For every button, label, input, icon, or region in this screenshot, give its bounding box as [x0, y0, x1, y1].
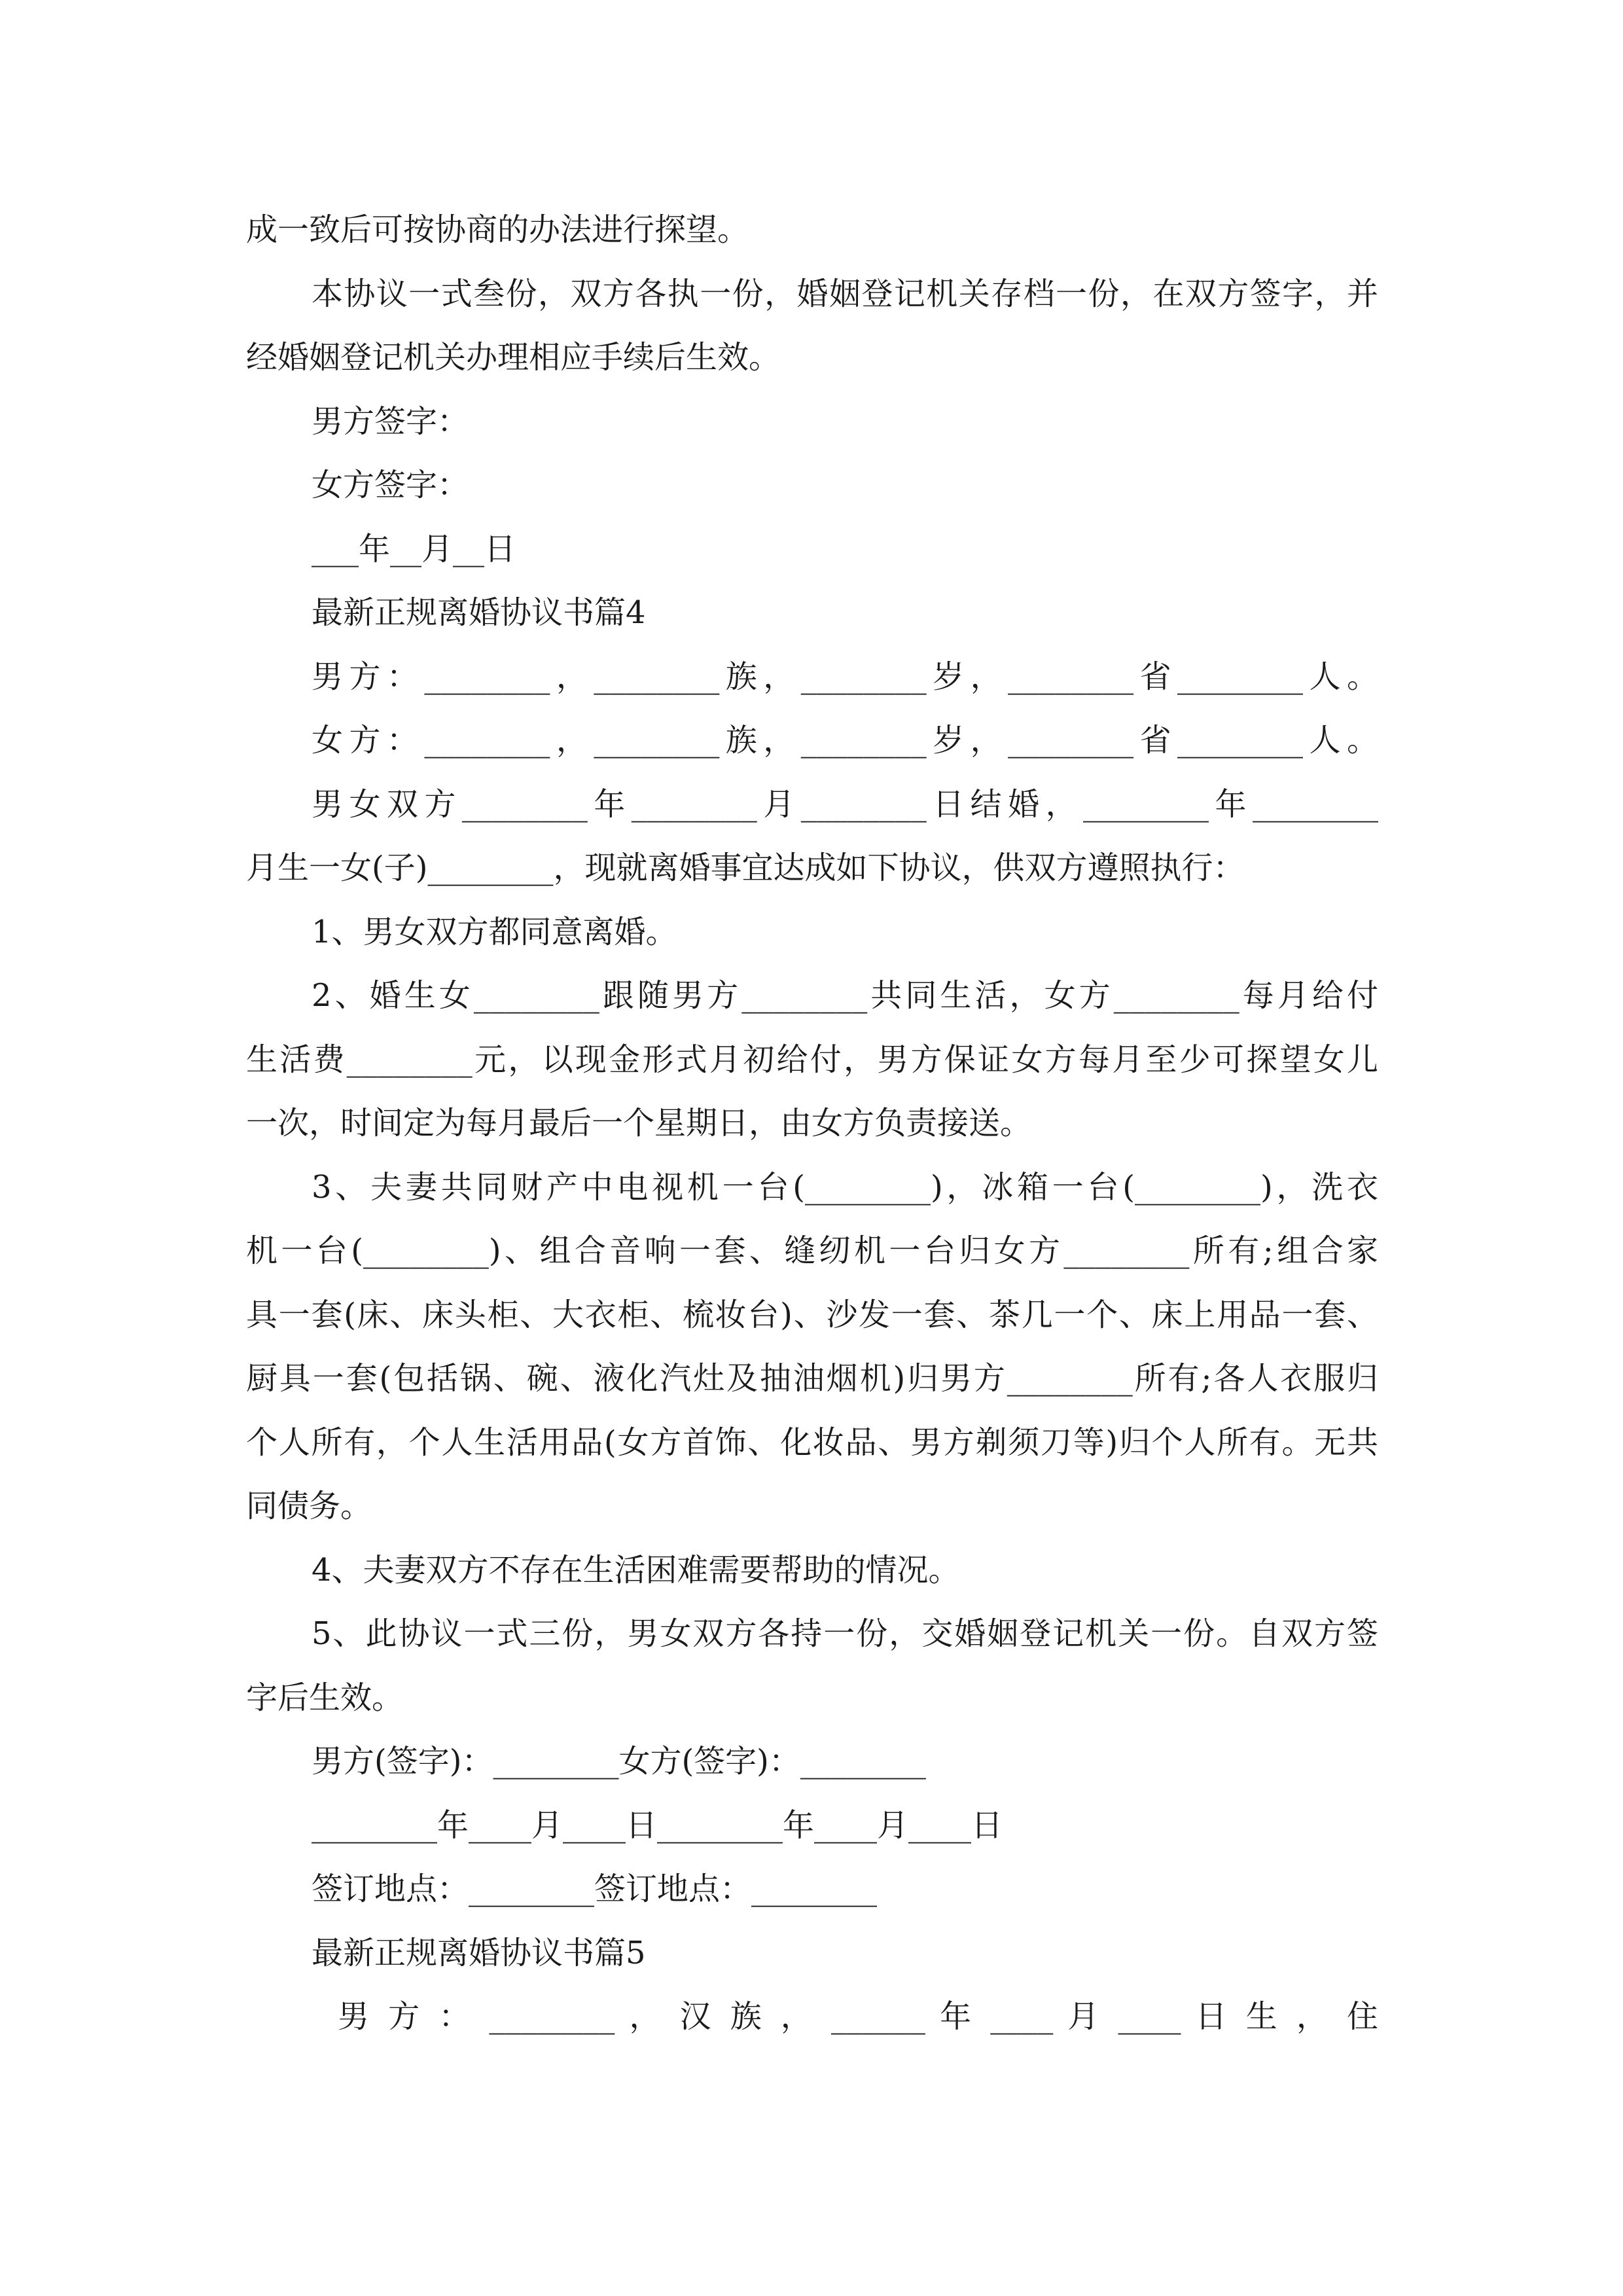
clause-item: 4、夫妻双方不存在生活困难需要帮助的情况。	[312, 1551, 960, 1588]
text-line: 字后生效。	[246, 1679, 404, 1716]
date-line: ___年__月__日	[312, 530, 516, 567]
document-page	[246, 198, 1378, 2049]
text-line: 一次，时间定为每月最后一个星期日，由女方负责接送。	[246, 1105, 1032, 1141]
signature-line: 男方(签字)：________女方(签字)：________	[312, 1743, 926, 1780]
text-line: 个人所有，个人生活用品(女方首饰、化妆品、男方剃须刀等)归个人所有。无共	[246, 1424, 1378, 1461]
text-line: 具一套(床、床头柜、大衣柜、梳妆台)、沙发一套、茶几一个、床上用品一套、	[246, 1296, 1378, 1333]
signing-place-line: 签订地点：________签订地点：________	[312, 1871, 878, 1907]
clause-item: 3、夫妻共同财产中电视机一台(________)，冰箱一台(________)，洗衣	[312, 1168, 1378, 1206]
section-heading: 最新正规离婚协议书篇4	[312, 594, 646, 631]
clause-item: 1、男女双方都同意离婚。	[312, 913, 677, 950]
text-line: 经婚姻登记机关办理相应手续后生效。	[246, 339, 781, 376]
text-line: 男女双方________年________月________日结婚，________年________	[312, 785, 1378, 823]
male-signature-label: 男方签字：	[312, 403, 469, 440]
text-line: 男 方 ： ________ ， 汉 族 ， ______ 年 ____ 月 ____ 日 生 ， 住	[338, 1998, 1378, 2035]
text-line: 男方：________，________族，________岁，________省________人。	[312, 658, 1378, 695]
text-line: 本协议一式叁份，双方各执一份，婚姻登记机关存档一份，在双方签字，并	[312, 275, 1378, 312]
text-line: 生活费________元，以现金形式月初给付，男方保证女方每月至少可探望女儿	[246, 1041, 1378, 1078]
text-line: 机一台(________)、组合音响一套、缝纫机一台归女方________所有;组合家	[246, 1232, 1378, 1269]
text-line: 女方：________，________族，________岁，________省________人。	[312, 722, 1378, 759]
date-line: ________年____月____日________年____月____日	[312, 1806, 1003, 1844]
text-line: 月生一女(子)________，现就离婚事宜达成如下协议，供双方遵照执行：	[246, 850, 1245, 886]
text-line: 厨具一套(包括锅、碗、液化汽灶及抽油烟机)归男方________所有;各人衣服归	[246, 1360, 1378, 1397]
female-signature-label: 女方签字：	[312, 467, 469, 503]
clause-item: 2、婚生女________跟随男方________共同生活，女方________每月给付	[312, 977, 1378, 1014]
section-heading: 最新正规离婚协议书篇5	[312, 1934, 646, 1971]
text-line: 成一致后可按协商的办法进行探望。	[246, 211, 749, 248]
text-line: 同债务。	[246, 1488, 372, 1524]
clause-item: 5、此协议一式三份，男女双方各持一份，交婚姻登记机关一份。自双方签	[312, 1615, 1378, 1652]
